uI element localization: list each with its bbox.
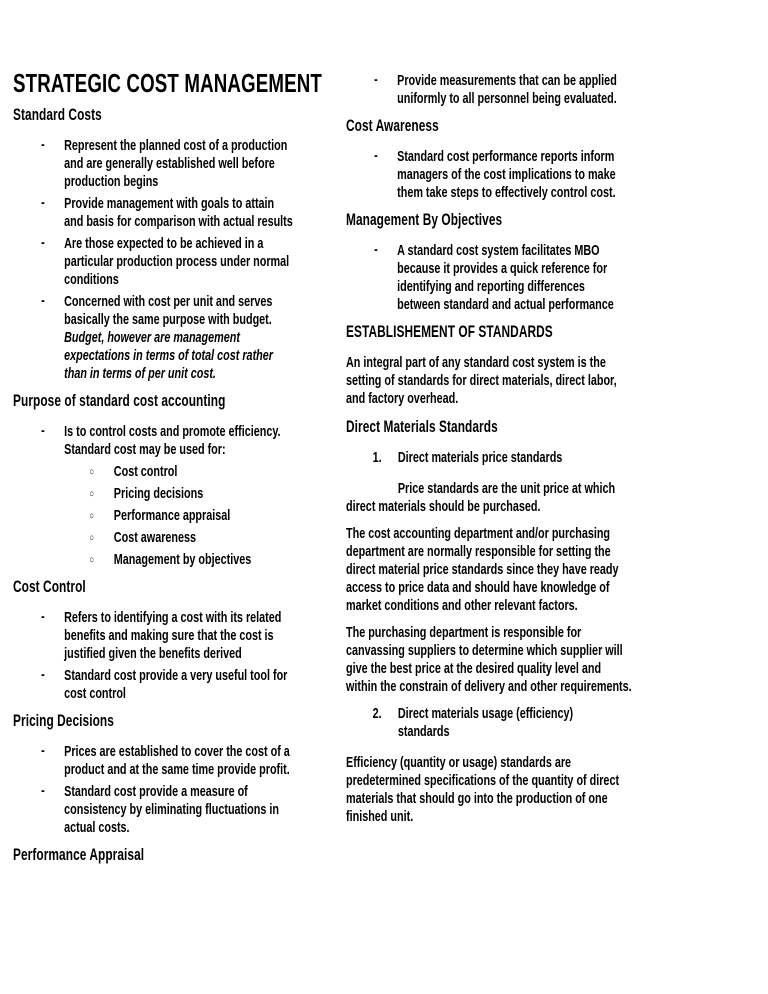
sub-bullet-item [64,529,294,547]
numbered-item-text: Direct materials usage (efficiency) standards [397,705,574,740]
bullet-text: Is to control costs and promote efficiency. Standard cost may be used for: [64,423,281,458]
cost-control-list [13,609,301,703]
sub-bullet-item [64,463,294,481]
bullet-text: A standard cost system facilitates MBO because it provides a quick reference for identifying and reporting differences between standard and actual performance [397,242,614,313]
sub-bullet-item [64,551,294,569]
dash-bullet-marker: - [41,608,45,625]
sub-bullet-text: Management by objectives [113,551,252,568]
heading-performance-appraisal: Performance Appraisal [13,846,145,864]
dash-bullet-marker: - [41,292,45,309]
document-title: STRATEGIC COST MANAGEMENT [13,68,323,98]
purchasing-paragraph: The purchasing department is responsible for canvassing suppliers to determine which supplier will give the best price at the desired quality level and within the constrain of delivery and other requirements. [346,624,632,695]
numbered-item-text: Direct materials price standards [397,449,563,466]
bullet-item [13,783,301,837]
heading-purpose: Purpose of standard cost accounting [13,392,226,410]
right-column [346,0,634,835]
heading-management-by-objectives: Management By Objectives [346,211,503,229]
circle-bullet-marker: ○ [89,465,94,478]
dash-bullet-marker: - [41,136,45,153]
numbered-item-1 [346,449,634,467]
dash-bullet-marker: - [41,742,45,759]
price-standards-paragraph: Price standards are the unit price at which direct materials should be purchased. [346,480,616,515]
dash-bullet-marker: - [41,194,45,211]
bullet-item [346,148,634,202]
heading-direct-materials-standards: Direct Materials Standards [346,418,498,436]
bullet-text: Provide measurements that can be applied uniformly to all personnel being evaluated. [397,72,617,107]
establishment-paragraph: An integral part of any standard cost system is the setting of standards for direct materials, direct labor, and factory overhead. [346,354,617,407]
bullet-text: Refers to identifying a cost with its related benefits and making sure that the cost is justified given the benefits derived [64,609,282,662]
bullet-text: Standard cost performance reports inform managers of the cost implications to make them take steps to effectively control cost. [397,148,616,201]
circle-bullet-marker: ○ [89,509,94,522]
purpose-sub-list [64,463,294,569]
bullet-item [13,667,301,703]
sub-bullet-item [64,485,294,503]
mbo-list [346,242,634,314]
heading-cost-awareness: Cost Awareness [346,117,439,135]
bullet-item [346,242,634,314]
sub-bullet-text: Performance appraisal [113,507,231,524]
standard-costs-list [13,137,301,383]
dash-bullet-marker: - [374,241,378,258]
dash-bullet-marker: - [374,71,378,88]
bullet-text: Standard cost provide a measure of consistency by eliminating fluctuations in actual costs. [64,783,279,836]
bullet-text: Represent the planned cost of a production and are generally established well before production begins [64,137,288,190]
left-column [13,0,323,877]
dash-bullet-marker: - [41,234,45,251]
efficiency-paragraph: Efficiency (quantity or usage) standards are predetermined specifications of the quantity of direct materials that should go into the production of one finished unit. [346,754,620,825]
pricing-list [13,743,301,837]
bullet-item [13,195,301,231]
heading-establishment-of-standards: ESTABLISHEMENT OF STANDARDS [346,323,553,341]
sub-bullet-text: Cost control [113,463,178,480]
bullet-item [346,72,634,108]
sub-bullet-item [64,507,294,525]
bullet-text: Standard cost provide a very useful tool for cost control [64,667,288,702]
cost-accounting-paragraph: The cost accounting department and/or purchasing department are normally responsible for setting the direct material price standards since they have ready access to price data and should have knowledge of market conditions and other relevant factors. [346,525,619,614]
bullet-item [13,293,301,383]
heading-pricing-decisions: Pricing Decisions [13,712,114,730]
circle-bullet-marker: ○ [89,487,94,500]
bullet-text: Are those expected to be achieved in a particular production process under normal conditions [64,235,290,288]
dash-bullet-marker: - [41,782,45,799]
bullet-item [13,235,301,289]
performance-appraisal-list [346,72,634,108]
purpose-list [13,423,301,569]
dash-bullet-marker: - [41,666,45,683]
cost-awareness-list [346,148,634,202]
bullet-text: Concerned with cost per unit and serves basically the same purpose with budget. [64,293,273,328]
dash-bullet-marker: - [374,147,378,164]
list-number: 2. [372,705,382,722]
numbered-item-2 [346,705,634,741]
bullet-item [13,609,301,663]
heading-cost-control: Cost Control [13,578,86,596]
bullet-item [13,137,301,191]
sub-bullet-text: Cost awareness [113,529,197,546]
bullet-text-italic: Budget, however are management expectations in terms of total cost rather than in terms of per unit cost. [64,329,273,382]
bullet-item [13,423,301,569]
sub-bullet-text: Pricing decisions [113,485,204,502]
bullet-item [13,743,301,779]
list-number: 1. [372,449,382,466]
heading-standard-costs: Standard Costs [13,106,102,124]
dash-bullet-marker: - [41,422,45,439]
circle-bullet-marker: ○ [89,553,94,566]
bullet-text: Provide management with goals to attain and basis for comparison with actual results [64,195,293,230]
circle-bullet-marker: ○ [89,531,94,544]
bullet-text: Prices are established to cover the cost of a product and at the same time provide profit. [64,743,290,778]
